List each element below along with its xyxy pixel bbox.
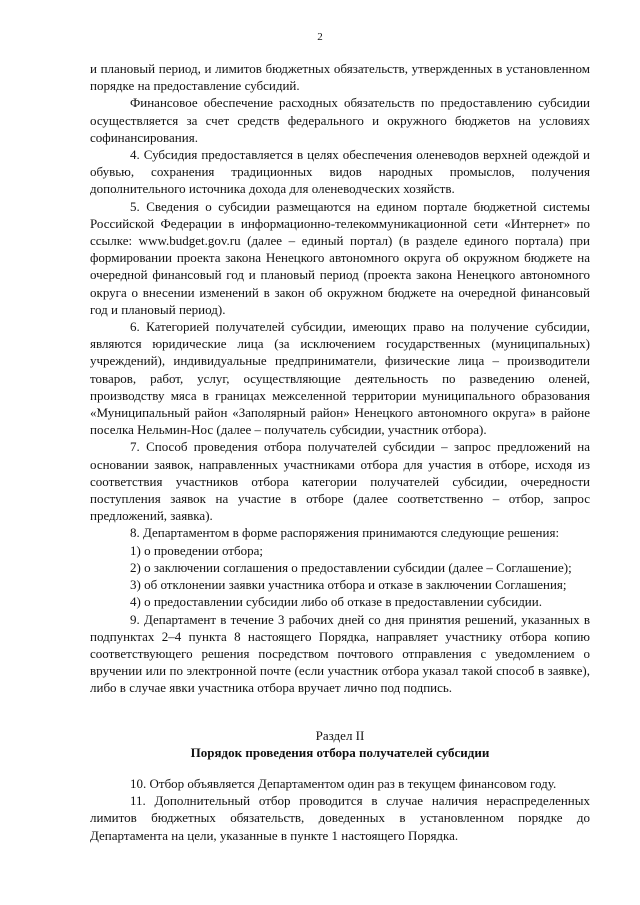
paragraph-9: 9. Департамент в течение 3 рабочих дней со дня принятия решений, указанных в подпунктах 2–4 пункта 8 настоящего Порядка, направляет участнику отбора копию соответствующего решения посредством почтового отправления с уведомлением о вручении или по электронной почте (если участник отбора указал такой способ в заявке), либо в случае явки участника отбора вручает лично под подпись.	[90, 611, 590, 696]
paragraph-8: 8. Департаментом в форме распоряжения принимаются следующие решения:	[130, 525, 560, 541]
paragraph-7: 7. Способ проведения отбора получателей субсидии – запрос предложений на основании заявок, направленных участниками отбора для участия в отборе, исходя из соответствия участников отбора категории получателей субсидии, очередности поступления заявок на участие в отборе (далее соответственно – отбор, запрос предложений, заявка).	[90, 439, 590, 524]
paragraph-4: 4. Субсидия предоставляется в целях обеспечения оленеводов верхней одеждой и обувью, сохранения традиционных видов народных промыслов, получения дополнительного источника дохода для оленеводческих хозяйств.	[90, 147, 590, 197]
paragraph-8-item-3: 3) об отклонении заявки участника отбора и отказе в заключении Соглашения;	[130, 577, 567, 593]
paragraph-11: 11. Дополнительный отбор проводится в случае наличия нераспределенных лимитов бюджетных обязательств, доведенных в установленном порядке до Департамента на цели, указанные в пункте 1 настоящего Порядка.	[90, 793, 590, 843]
section-title: Порядок проведения отбора получателей субсидии	[190, 744, 490, 760]
page-number: 2	[317, 31, 323, 43]
paragraph-continuation: и плановый период, и лимитов бюджетных обязательств, утвержденных в установленном порядке на предоставление субсидий.	[90, 61, 590, 94]
paragraph-8-item-4: 4) о предоставлении субсидии либо об отказе в предоставлении субсидии.	[130, 594, 542, 610]
paragraph-8-item-1: 1) о проведении отбора;	[130, 542, 263, 558]
document-body	[90, 60, 590, 844]
paragraph-8-item-2: 2) о заключении соглашения о предоставлении субсидии (далее – Соглашение);	[130, 559, 572, 575]
section-label: Раздел II	[315, 727, 365, 743]
paragraph-6: 6. Категорией получателей субсидии, имеющих право на получение субсидии, являются юридические лица (за исключением государственных (муниципальных) учреждений), индивидуальные предприниматели, физические лица – производители товаров, работ, услуг, осуществляющие деятельность по разведению оленей, производству мяса в границах межселенной территории муниципального образования «Муниципальный район «Заполярный район» Ненецкого автономного округа» в районе поселка Нельмин-Нос (далее – получатель субсидии, участник отбора).	[90, 319, 590, 438]
paragraph-10: 10. Отбор объявляется Департаментом один раз в текущем финансовом году.	[130, 775, 557, 791]
paragraph-5: 5. Сведения о субсидии размещаются на едином портале бюджетной системы Российской Федерации в информационно-телекоммуникационной сети «Интернет» по ссылке: www.budget.gov.ru (далее – единый портал) (в разделе единого портала) при формировании проекта закона Ненецкого автономного округа об окружном бюджете на очередной финансовый год и плановый период (проекта закона Ненецкого автономного округа о внесении изменений в закон об окружном бюджете на очередной финансовый год и плановый период).	[90, 198, 590, 317]
paragraph-financing: Финансовое обеспечение расходных обязательств по предоставлению субсидии осуществляется за счет средств федерального и окружного бюджетов на условиях софинансирования.	[90, 95, 590, 145]
